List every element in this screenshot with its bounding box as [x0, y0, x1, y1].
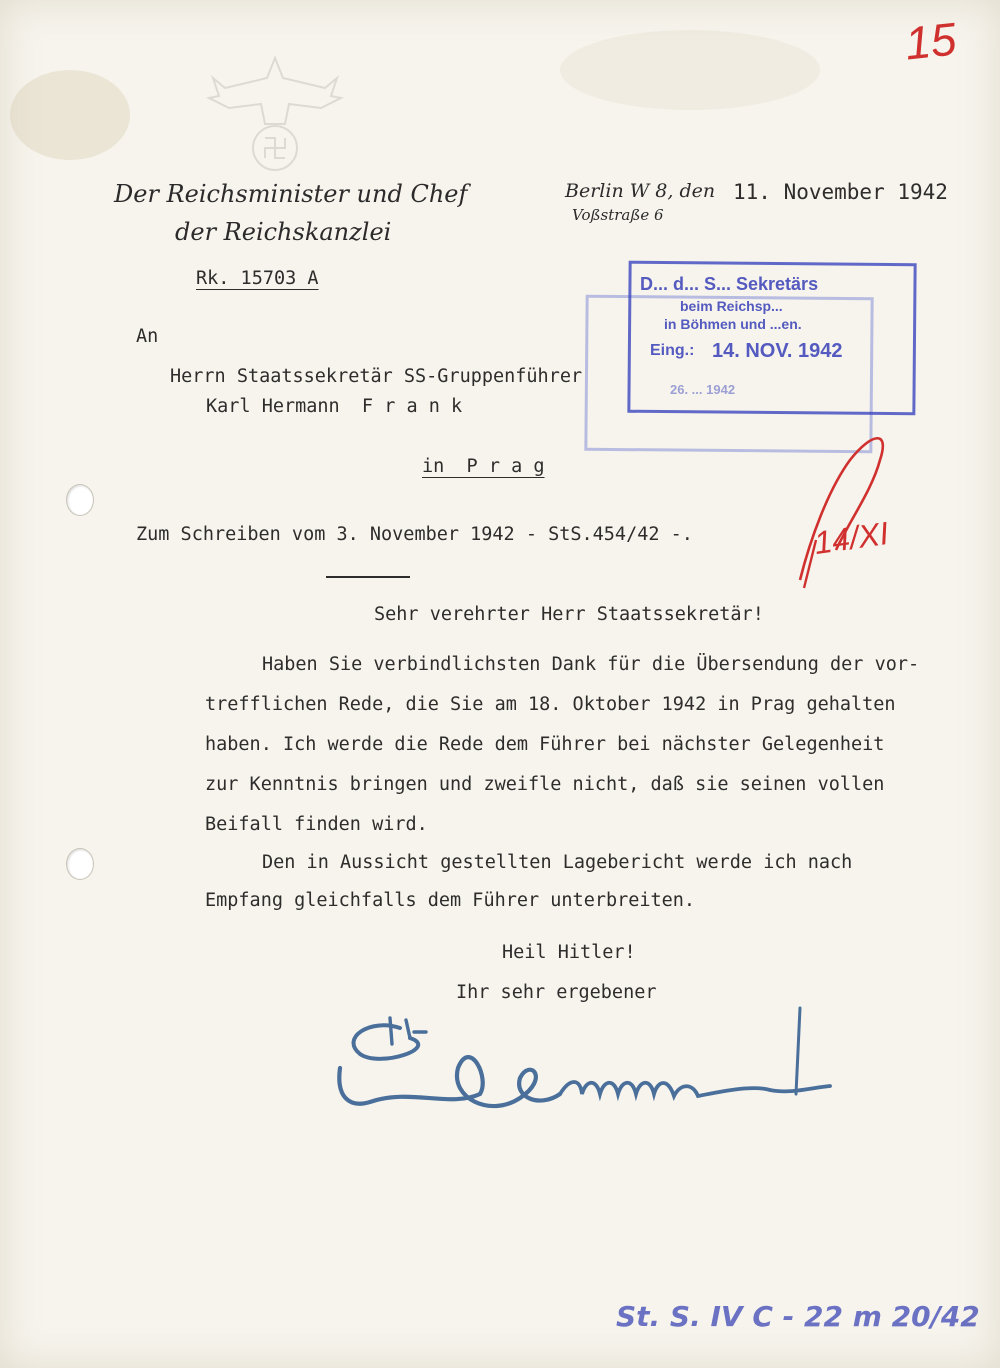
- sender-address: Voßstraße 6: [572, 206, 664, 224]
- red-annotation: 14/XI: [811, 514, 891, 562]
- body-line: zur Kenntnis bringen und zweifle nicht, daß sie seinen vollen: [205, 774, 885, 795]
- file-note: [616, 1300, 980, 1360]
- stamp-line3: in Böhmen und ...en.: [664, 316, 802, 332]
- body-line: trefflichen Rede, die Sie am 18. Oktober 1942 in Prag gehalten: [205, 694, 896, 715]
- body-line: haben. Ich werde die Rede dem Führer bei nächster Gelegenheit: [205, 734, 885, 755]
- paper-stain: [560, 30, 820, 110]
- body-line: Haben Sie verbindlichsten Dank für die Übersendung der vor-: [262, 654, 920, 675]
- letter-date: 11. November 1942: [733, 180, 948, 204]
- sender-title: Der Reichsminister und Chef: [114, 180, 468, 208]
- recipient-salutation: An: [136, 326, 159, 347]
- stamp-lower-line: 26. ... 1942: [670, 382, 736, 397]
- stamp-received-date: 14. NOV. 1942: [712, 340, 843, 362]
- sender-office: der Reichskanzlei: [175, 218, 392, 246]
- reference-number: Rk. 15703 A: [196, 268, 319, 289]
- paper-stain: [10, 70, 130, 160]
- subject-line: Zum Schreiben vom 3. November 1942 - StS.454/42 -.: [136, 524, 693, 545]
- recipient-line1: Herrn Staatssekretär SS-Gruppenführer: [170, 366, 583, 387]
- stamp-line1: D... d... S... Sekretärs: [640, 274, 819, 294]
- separator-line: [326, 576, 410, 578]
- body-line: Beifall finden wird.: [205, 814, 428, 835]
- recipient-city: in P r a g: [422, 456, 545, 477]
- handwritten-signature: [330, 998, 850, 1148]
- greeting: Sehr verehrter Herr Staatssekretär!: [374, 604, 764, 625]
- place-label: Berlin W 8, den: [565, 180, 716, 202]
- file-note-text: St. S. IV C - 22 m 20/42: [616, 1300, 980, 1333]
- punch-hole: [66, 848, 94, 880]
- closing-phrase: Ihr sehr ergebener: [456, 982, 657, 1003]
- recipient-name: Karl Hermann F r a n k: [206, 396, 463, 417]
- stamp-received-label: Eing.:: [650, 342, 695, 359]
- body-line: Empfang gleichfalls dem Führer unterbreiten.: [205, 890, 696, 911]
- red-pencil-mark-icon: [780, 420, 930, 590]
- closing-salute: Heil Hitler!: [502, 942, 636, 963]
- eagle-emblem-icon: [205, 48, 345, 183]
- folio-number: 15: [902, 12, 959, 70]
- stamp-line2: beim Reichsp...: [680, 298, 783, 314]
- punch-hole: [66, 484, 94, 516]
- body-line: Den in Aussicht gestellten Lagebericht werde ich nach: [262, 852, 853, 873]
